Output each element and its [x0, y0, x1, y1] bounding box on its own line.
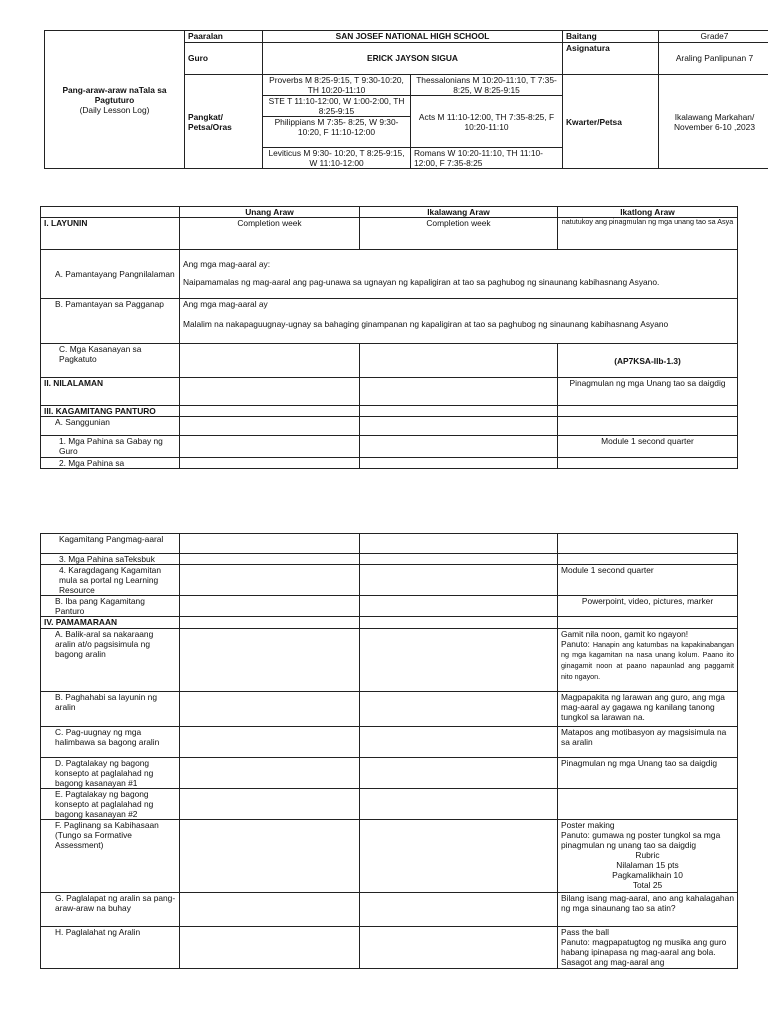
pahina-day1 [180, 458, 360, 469]
layunin-label: I. LAYUNIN [41, 218, 180, 250]
nilalaman-day2 [360, 378, 558, 406]
g-day3: Bilang isang mag-aaral, ano ang kahalagahan ng mga sinaunang tao sa atin? [558, 893, 738, 927]
guro-value: ERICK JAYSON SIGUA [263, 43, 563, 75]
f-label: F. Paglinang sa Kabihasaan (Tungo sa Formative Assessment) [41, 820, 180, 893]
section-proverbs: Proverbs M 8:25-9:15, T 9:30-10:20, TH 10:20-11:10 [263, 75, 411, 96]
kagamitan-cont-day2 [360, 534, 558, 554]
f-line6: Total 25 [632, 880, 663, 891]
f-day2 [360, 820, 558, 893]
lr-day2 [360, 565, 558, 596]
e-day2 [360, 788, 558, 819]
section-philippians: Philippians M 7:35- 8:25, W 9:30-10:20, F 11:10-12:00 [263, 117, 411, 148]
kagamitan-cont-label: Kagamitang Pangmag-aaral [41, 534, 180, 554]
pamantayang-line2: Naipamamalas ng mag-aaral ang pag-unawa sa ugnayan ng kapaligiran at tao sa paghubog ng sinaunang kabihasnang Asyano. [183, 277, 660, 288]
kagamitan-day3 [558, 406, 738, 417]
f-line2: Panuto: gumawa ng poster tungkol sa mga pinagmulan ng unang tao sa daigdig [561, 830, 721, 851]
pamamaraan-day1 [180, 617, 360, 628]
d-day3: Pinagmulan ng mga Unang tao sa daigdig [558, 757, 738, 788]
g-day1 [180, 893, 360, 927]
layunin-day3: natutukoy ang pinagmulan ng mga unang tao sa Asya [558, 218, 738, 250]
pagganap-label: B. Pamantayan sa Pagganap [41, 299, 180, 344]
layunin-day2: Completion week [360, 218, 558, 250]
section-leviticus: Leviticus M 9:30- 10:20, T 8:25-9:15, W 11:10-12:00 [263, 148, 411, 169]
f-line1: Poster making [561, 820, 615, 831]
asignatura-label: Asignatura [563, 43, 659, 75]
pahina-label: 2. Mga Pahina sa [41, 458, 180, 469]
col-day2: Ikalawang Araw [360, 207, 558, 218]
g-day2 [360, 893, 558, 927]
pamamaraan-label: IV. PAMAMARAAN [41, 617, 180, 628]
pagganap-line1: Ang mga mag-aaral ay [183, 299, 268, 310]
paguugnay-day2 [360, 726, 558, 757]
nilalaman-day1 [180, 378, 360, 406]
kagamitan-day1 [180, 406, 360, 417]
balik-line2: Panuto: [561, 638, 590, 649]
log-title: Pang-araw-araw naTala sa Pagtuturo [62, 84, 167, 105]
pahina-day2 [360, 458, 558, 469]
pamamaraan-day2 [360, 617, 558, 628]
gabay-day1 [180, 436, 360, 458]
iba-day3: Powerpoint, video, pictures, marker [558, 596, 738, 617]
kasanayan-day2 [360, 344, 558, 378]
d-label: D. Pagtalakay ng bagong konsepto at paglalahad ng bagong kasanayan #1 [41, 757, 180, 788]
pamamaraan-day3 [558, 617, 738, 628]
teksbuk-day3 [558, 554, 738, 565]
teksbuk-day1 [180, 554, 360, 565]
f-line5: Pagkamalikhain 10 [612, 870, 683, 881]
col-day1: Unang Araw [180, 207, 360, 218]
h-day3 [558, 927, 738, 969]
kagamitan-cont-day3 [558, 534, 738, 554]
paghahabi-day2 [360, 691, 558, 726]
gabay-day3: Module 1 second quarter [558, 436, 738, 458]
f-day1 [180, 820, 360, 893]
nilalaman-day3: Pinagmulan ng mga Unang tao sa daigdig [558, 378, 738, 406]
teksbuk-day2 [360, 554, 558, 565]
pagganap-line2: Malalim na nakapaguugnay-ugnay sa bahaging ginampanan ng kapaligiran at tao sa paghubog ng sinaunang kabihasnang Asyano [183, 319, 669, 330]
lesson-table-part2 [40, 533, 738, 969]
corner-cell [41, 207, 180, 218]
pahina-day3 [558, 458, 738, 469]
section-ste: STE T 11:10-12:00, W 1:00-2:00, TH 8:25-9:15 [263, 96, 411, 117]
h-day1 [180, 927, 360, 969]
h-line2: Panuto: magpapatugtog ng musika ang guro habang ipinapasa ng mag-aaral ang bola. Sasagot ang mag-aaral ang [561, 937, 727, 968]
f-line3: Rubric [635, 850, 660, 861]
header-table [44, 30, 768, 169]
h-day2 [360, 927, 558, 969]
d-day2 [360, 757, 558, 788]
f-day3 [558, 820, 738, 893]
kasanayan-day3: (AP7KSA-IIb-1.3) [558, 344, 738, 378]
paghahabi-day3: Magpapakita ng larawan ang guro, ang mga mag-aaral ay gagawa ng kanilang tanong tungkol sa larawan na. [558, 691, 738, 726]
e-day3 [558, 788, 738, 819]
col-day3: Ikatlong Araw [558, 207, 738, 218]
sanggunian-day1 [180, 417, 360, 436]
paguugnay-day1 [180, 726, 360, 757]
e-label: E. Pagtalakay ng bagong konsepto at paglalahad ng bagong kasanayan #2 [41, 788, 180, 819]
h-label: H. Paglalahat ng Aralin [41, 927, 180, 969]
baitang-value: Grade7 [659, 31, 768, 43]
paaralan-label: Paaralan [185, 31, 263, 43]
section-thessalonians: Thessalonians M 10:20-11:10, T 7:35- 8:25, W 8:25-9:15 [411, 75, 563, 96]
kasanayan-label: C. Mga Kasanayan sa Pagkatuto [41, 344, 180, 378]
balik-line3: Hanapin ang katumbas na kapakinabangan ng mga kagamitan na nasa unang kolum. Paano ito ginagamit noon at paano napaunlad ang paggamit nito ngayon. [561, 639, 734, 681]
paghahabi-day1 [180, 691, 360, 726]
lesson-table-part1 [40, 206, 738, 469]
layunin-day1: Completion week [180, 218, 360, 250]
e-day1 [180, 788, 360, 819]
kwarter-label: Kwarter/Petsa [563, 75, 659, 169]
nilalaman-label: II. NILALAMAN [41, 378, 180, 406]
guro-label: Guro [185, 43, 263, 75]
lr-day3: Module 1 second quarter [558, 565, 738, 596]
section-acts: Acts M 11:10-12:00, TH 7:35-8:25, F 10:20-11:10 [411, 96, 563, 148]
sanggunian-day2 [360, 417, 558, 436]
balik-day2 [360, 628, 558, 691]
pagganap-content [180, 299, 738, 344]
pangkat-label: Pangkat/ Petsa/Oras [185, 75, 263, 169]
log-title-cell [45, 31, 185, 169]
g-label: G. Paglalapat ng aralin sa pang-araw-araw na buhay [41, 893, 180, 927]
d-day1 [180, 757, 360, 788]
iba-label: B. Iba pang Kagamitang Panturo [41, 596, 180, 617]
asignatura-value: Araling Panlipunan 7 [659, 43, 768, 75]
lr-day1 [180, 565, 360, 596]
kwarter-value: Ikalawang Markahan/ November 6-10 ,2023 [659, 75, 768, 169]
balik-label: A. Balik-aral sa nakaraang aralin at/o pagsisimula ng bagong aralin [41, 628, 180, 691]
paguugnay-day3: Matapos ang motibasyon ay magsisimula na sa aralin [558, 726, 738, 757]
sanggunian-label: A. Sanggunian [41, 417, 180, 436]
iba-day2 [360, 596, 558, 617]
teksbuk-label: 3. Mga Pahina saTeksbuk [41, 554, 180, 565]
kagamitan-cont-day1 [180, 534, 360, 554]
kagamitan-label: III. KAGAMITANG PANTURO [41, 406, 180, 417]
pamantayang-label: A. Pamantayang Pangnilalaman [41, 250, 180, 299]
gabay-day2 [360, 436, 558, 458]
balik-line1: Gamit nila noon, gamit ko ngayon! [561, 628, 689, 639]
log-subtitle: (Daily Lesson Log) [79, 104, 150, 115]
balik-day1 [180, 628, 360, 691]
sanggunian-day3 [558, 417, 738, 436]
gabay-label: 1. Mga Pahina sa Gabay ng Guro [41, 436, 180, 458]
pamantayang-content [180, 250, 738, 299]
lr-label: 4. Karagdagang Kagamitan mula sa portal ng Learning Resource [41, 565, 180, 596]
baitang-label: Baitang [563, 31, 659, 43]
paaralan-value: SAN JOSEF NATIONAL HIGH SCHOOL [263, 31, 563, 43]
pamantayang-line1: Ang mga mag-aaral ay: [183, 259, 271, 270]
balik-day3 [558, 628, 738, 691]
iba-day1 [180, 596, 360, 617]
f-line4: Nilalaman 15 pts [616, 860, 679, 871]
paguugnay-label: C. Pag-uugnay ng mga halimbawa sa bagong aralin [41, 726, 180, 757]
paghahabi-label: B. Paghahabi sa layunin ng aralin [41, 691, 180, 726]
kagamitan-day2 [360, 406, 558, 417]
kasanayan-day1 [180, 344, 360, 378]
section-romans: Romans W 10:20-11:10, TH 11:10-12:00, F 7:35-8:25 [411, 148, 563, 169]
h-line1: Pass the ball [561, 927, 609, 938]
